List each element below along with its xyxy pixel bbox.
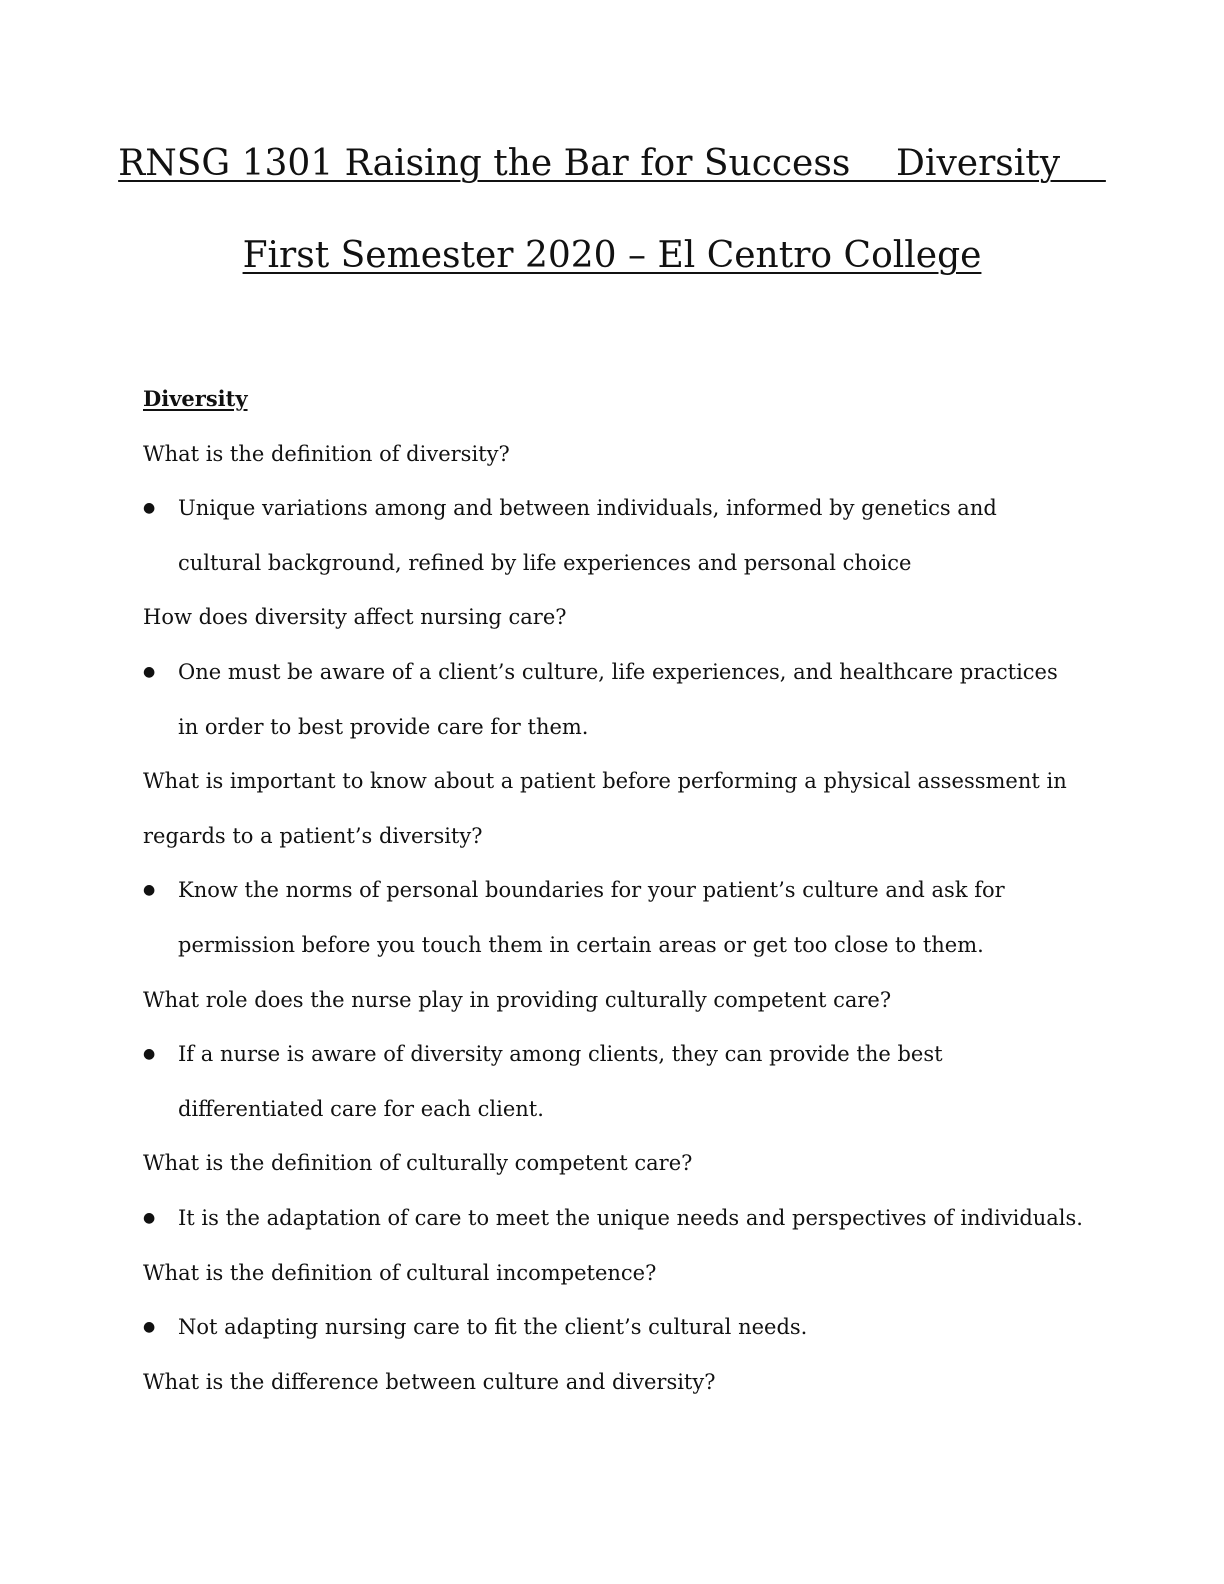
- answer-bullet: [143, 1191, 1083, 1246]
- bullet-icon: ●: [143, 1319, 156, 1336]
- answer-text: Not adapting nursing care to fit the client’s cultural needs.: [178, 1315, 808, 1340]
- question: What is important to know about a patient before performing a physical assessment in regards to a patient’s diversity?: [143, 769, 1067, 848]
- answer-text: Unique variations among and between individuals, informed by genetics and cultural background, refined by life experiences and personal choice: [178, 496, 997, 575]
- answer-bullet: [143, 863, 1083, 972]
- answer-text: It is the adaptation of care to meet the unique needs and perspectives of individuals.: [178, 1205, 1083, 1230]
- section-heading: Diversity: [143, 386, 248, 411]
- document-body: [143, 372, 1083, 1409]
- document-title-line-2: First Semester 2020 – El Centro College: [242, 235, 982, 276]
- question: How does diversity affect nursing care?: [143, 605, 567, 630]
- question: What is the definition of cultural incompetence?: [143, 1260, 657, 1285]
- bullet-icon: ●: [143, 1209, 156, 1226]
- bullet-icon: ●: [143, 1046, 156, 1063]
- bullet-icon: ●: [143, 500, 156, 517]
- question: What is the definition of culturally competent care?: [143, 1151, 693, 1176]
- answer-bullet: [143, 645, 1083, 754]
- answer-bullet: [143, 1300, 1083, 1355]
- question: What is the difference between culture and diversity?: [143, 1369, 716, 1394]
- answer-text: One must be aware of a client’s culture, life experiences, and healthcare practices in order to best provide care for them.: [178, 659, 1058, 739]
- answer-text: If a nurse is aware of diversity among clients, they can provide the best differentiated care for each client.: [178, 1042, 943, 1121]
- answer-text: Know the norms of personal boundaries for your patient’s culture and ask for permission before you touch them in certain areas or get too close to them.: [178, 878, 1005, 957]
- question: What role does the nurse play in providing culturally competent care?: [143, 987, 892, 1012]
- answer-bullet: [143, 481, 1083, 590]
- question: What is the definition of diversity?: [143, 441, 510, 466]
- bullet-icon: ●: [143, 882, 156, 899]
- document-title-line-1: RNSG 1301 Raising the Bar for Success Diversity: [118, 143, 1106, 184]
- bullet-icon: ●: [143, 663, 156, 680]
- answer-bullet: [143, 1027, 1083, 1136]
